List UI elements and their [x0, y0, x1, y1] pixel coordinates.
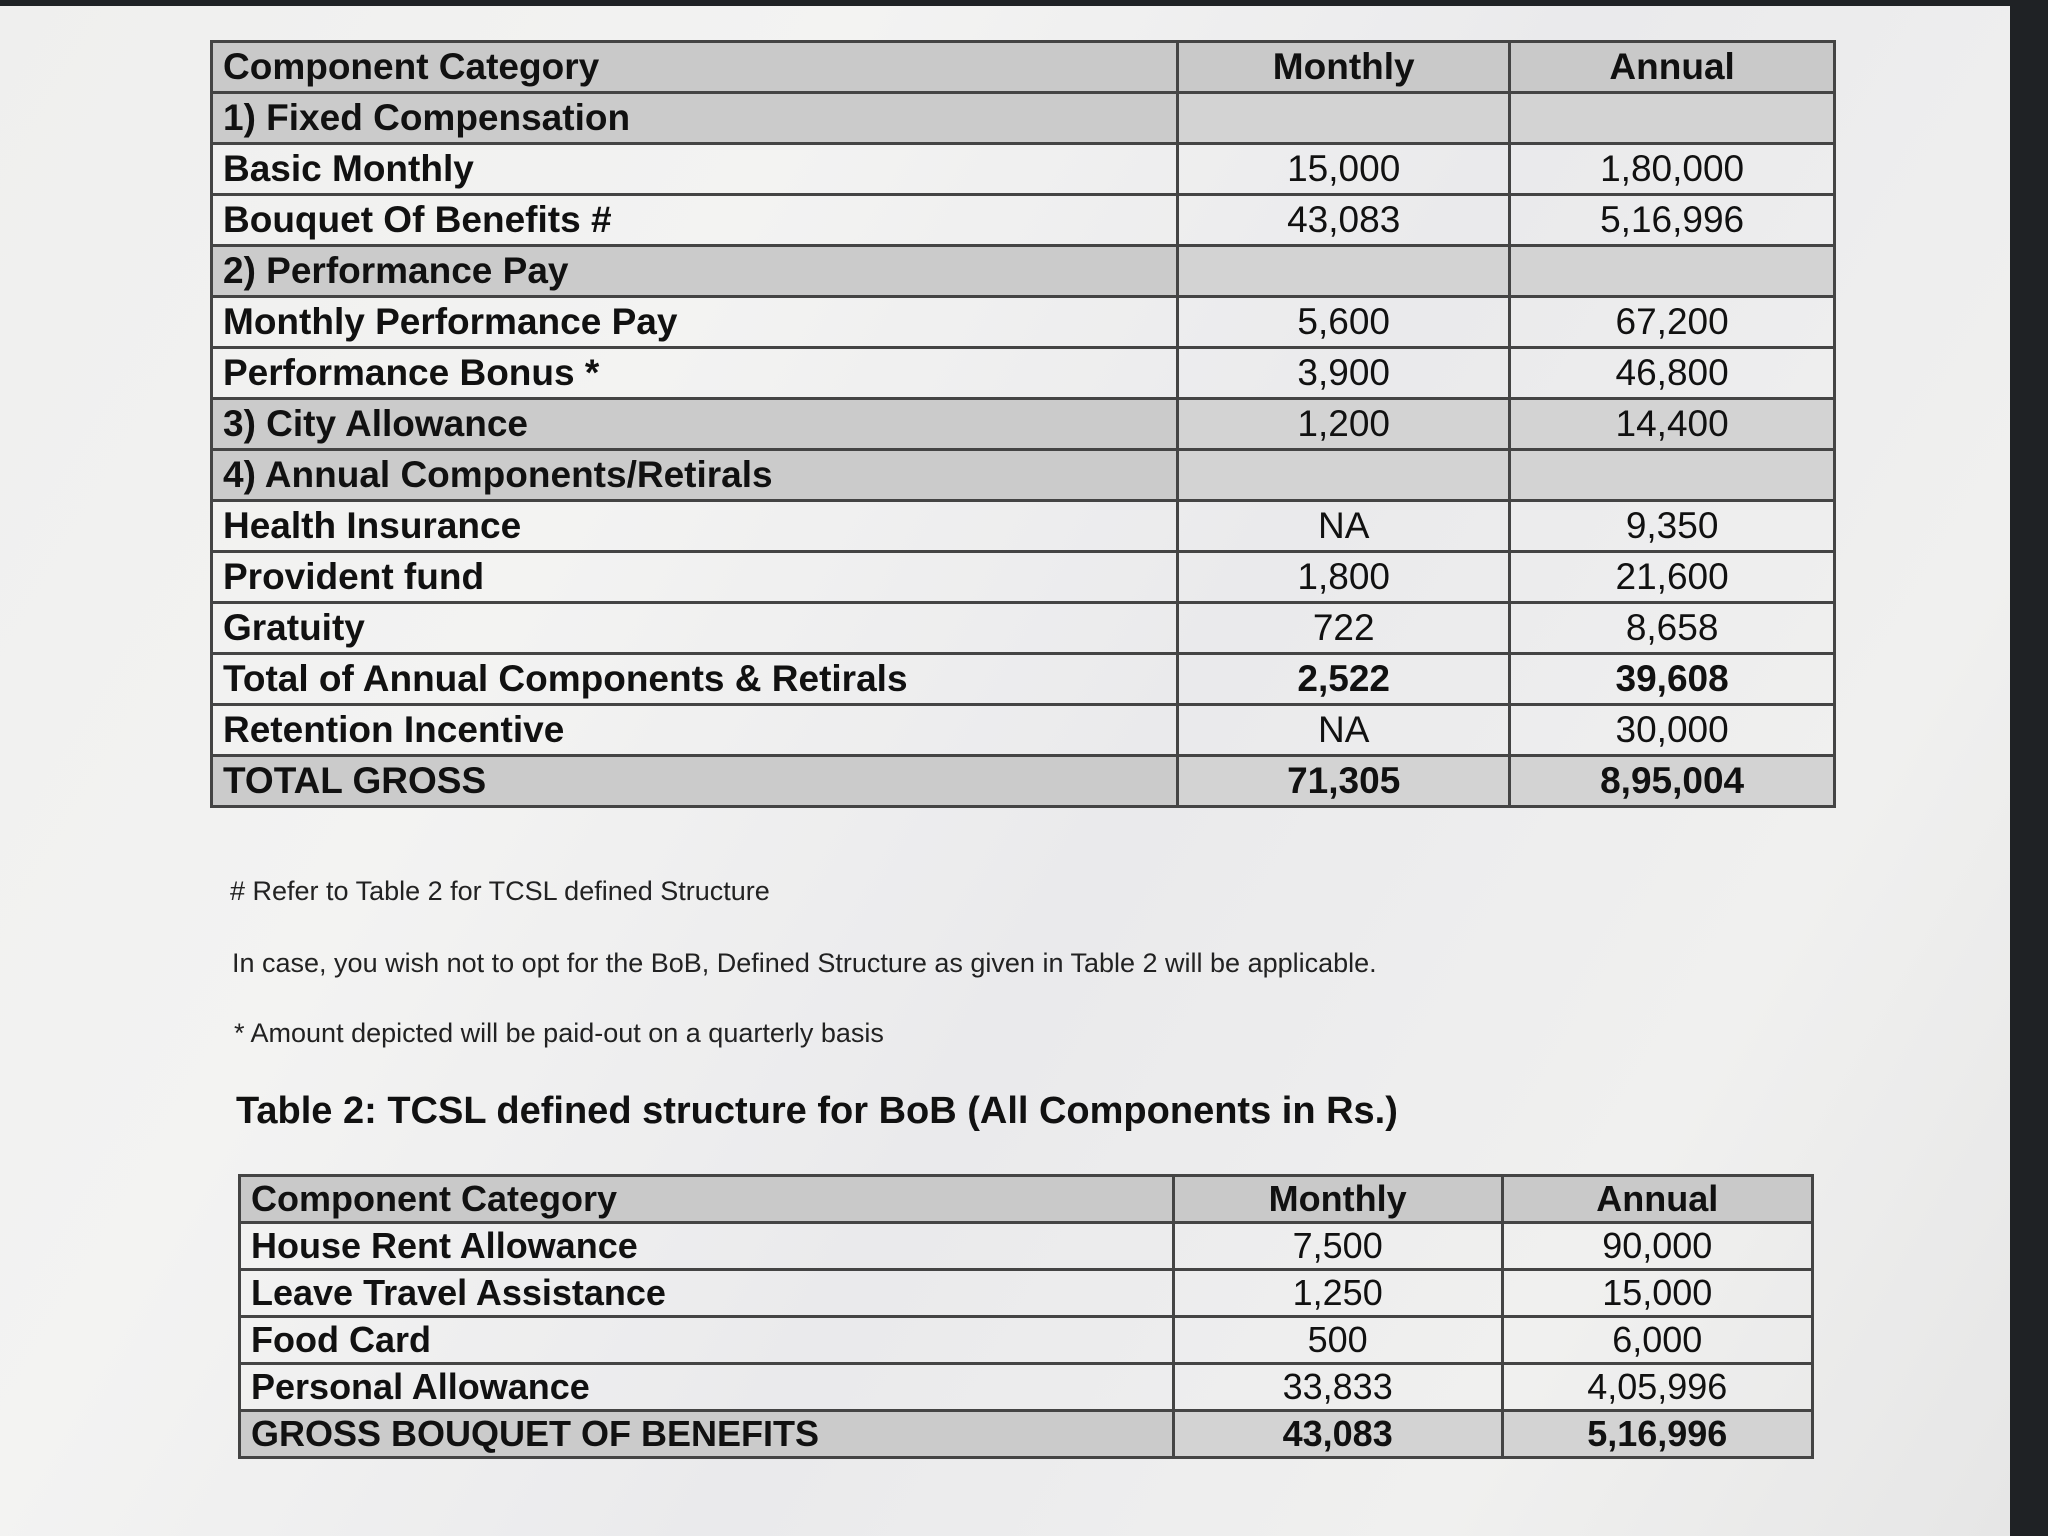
row-monthly-value: 3,900: [1178, 348, 1510, 399]
row-label: Basic Monthly: [212, 144, 1178, 195]
table2-title: Table 2: TCSL defined structure for BoB (All Components in Rs.): [236, 1090, 1398, 1132]
row-annual-value: 67,200: [1510, 297, 1835, 348]
header-monthly: Monthly: [1178, 42, 1510, 93]
row-label: 2) Performance Pay: [212, 246, 1178, 297]
table-row: [212, 501, 1835, 552]
row-monthly-value: NA: [1178, 705, 1510, 756]
row-label: Food Card: [240, 1317, 1174, 1364]
row-annual-value: 1,80,000: [1510, 144, 1835, 195]
row-label: Performance Bonus *: [212, 348, 1178, 399]
bob-structure-table: [238, 1174, 1814, 1459]
row-annual-value: 8,658: [1510, 603, 1835, 654]
header-component-category: Component Category: [212, 42, 1178, 93]
row-monthly-value: 15,000: [1178, 144, 1510, 195]
row-annual-value: 4,05,996: [1502, 1364, 1812, 1411]
row-monthly-value: 722: [1178, 603, 1510, 654]
row-annual-value: 30,000: [1510, 705, 1835, 756]
row-annual-value: 14,400: [1510, 399, 1835, 450]
row-monthly-value: 1,250: [1173, 1270, 1502, 1317]
table-row: [240, 1223, 1813, 1270]
row-label: Bouquet Of Benefits #: [212, 195, 1178, 246]
table-row: [212, 246, 1835, 297]
table-row: [212, 450, 1835, 501]
table-row: [240, 1270, 1813, 1317]
table-row: [212, 348, 1835, 399]
header-annual: Annual: [1510, 42, 1835, 93]
row-annual-value: 8,95,004: [1510, 756, 1835, 807]
footnote-opt-out: In case, you wish not to opt for the BoB, Defined Structure as given in Table 2 will be applicable.: [232, 948, 1377, 978]
row-label: Monthly Performance Pay: [212, 297, 1178, 348]
row-label: Leave Travel Assistance: [240, 1270, 1174, 1317]
table-row: [212, 144, 1835, 195]
header-component-category: Component Category: [240, 1176, 1174, 1223]
row-monthly-value: 33,833: [1173, 1364, 1502, 1411]
row-annual-value: 5,16,996: [1502, 1411, 1812, 1458]
footnote-quarterly: * Amount depicted will be paid-out on a quarterly basis: [234, 1018, 884, 1048]
row-monthly-value: [1178, 450, 1510, 501]
footnote-bob-reference: # Refer to Table 2 for TCSL defined Structure: [230, 876, 770, 906]
row-label: Personal Allowance: [240, 1364, 1174, 1411]
row-annual-value: 39,608: [1510, 654, 1835, 705]
row-annual-value: 46,800: [1510, 348, 1835, 399]
table-row: [212, 297, 1835, 348]
row-annual-value: 15,000: [1502, 1270, 1812, 1317]
header-monthly: Monthly: [1173, 1176, 1502, 1223]
table-row: [212, 552, 1835, 603]
row-label: Retention Incentive: [212, 705, 1178, 756]
table-row: [212, 603, 1835, 654]
row-annual-value: 5,16,996: [1510, 195, 1835, 246]
row-monthly-value: [1178, 93, 1510, 144]
row-monthly-value: 43,083: [1173, 1411, 1502, 1458]
table-row: [212, 93, 1835, 144]
row-monthly-value: 1,800: [1178, 552, 1510, 603]
row-annual-value: 9,350: [1510, 501, 1835, 552]
row-label: TOTAL GROSS: [212, 756, 1178, 807]
compensation-table: [210, 40, 1836, 808]
row-annual-value: [1510, 93, 1835, 144]
row-label: Health Insurance: [212, 501, 1178, 552]
table-row: [240, 1317, 1813, 1364]
table-header-row: [212, 42, 1835, 93]
table-row: [212, 399, 1835, 450]
table-row: [212, 654, 1835, 705]
table-row: [240, 1411, 1813, 1458]
row-label: 4) Annual Components/Retirals: [212, 450, 1178, 501]
row-label: Provident fund: [212, 552, 1178, 603]
row-monthly-value: 1,200: [1178, 399, 1510, 450]
row-annual-value: 21,600: [1510, 552, 1835, 603]
document-page: [0, 6, 2010, 1536]
row-monthly-value: 71,305: [1178, 756, 1510, 807]
row-monthly-value: 43,083: [1178, 195, 1510, 246]
row-annual-value: 6,000: [1502, 1317, 1812, 1364]
row-annual-value: [1510, 246, 1835, 297]
row-monthly-value: 5,600: [1178, 297, 1510, 348]
row-label: 3) City Allowance: [212, 399, 1178, 450]
header-annual: Annual: [1502, 1176, 1812, 1223]
table-row: [212, 195, 1835, 246]
row-monthly-value: 500: [1173, 1317, 1502, 1364]
row-monthly-value: NA: [1178, 501, 1510, 552]
row-monthly-value: 7,500: [1173, 1223, 1502, 1270]
row-label: House Rent Allowance: [240, 1223, 1174, 1270]
row-label: Gratuity: [212, 603, 1178, 654]
table-row: [240, 1364, 1813, 1411]
row-monthly-value: 2,522: [1178, 654, 1510, 705]
row-label: Total of Annual Components & Retirals: [212, 654, 1178, 705]
table-header-row: [240, 1176, 1813, 1223]
row-annual-value: [1510, 450, 1835, 501]
row-annual-value: 90,000: [1502, 1223, 1812, 1270]
row-monthly-value: [1178, 246, 1510, 297]
row-label: GROSS BOUQUET OF BENEFITS: [240, 1411, 1174, 1458]
row-label: 1) Fixed Compensation: [212, 93, 1178, 144]
table-row: [212, 705, 1835, 756]
table-row: [212, 756, 1835, 807]
